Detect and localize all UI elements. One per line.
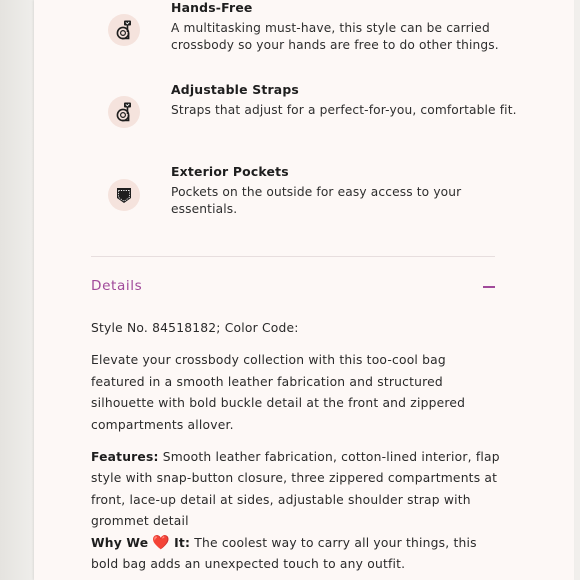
hands-free-bag-icon [108, 14, 140, 46]
feature-description: A multitasking must-have, this style can be carried crossbody so your hands are free to do other things. [171, 21, 499, 52]
features-text: Smooth leather fabrication, cotton-lined interior, flap style with snap-button closure, three zippered compartments at front, lace-up detail at sides, adjustable shoulder strap with grommet detail [91, 450, 500, 529]
why-label-end: It: [174, 535, 191, 550]
features-label: Features: [91, 450, 159, 465]
style-number: Style No. 84518182; Color Code: [91, 321, 299, 335]
adjustable-strap-bag-icon [108, 96, 140, 128]
feature-title: Exterior Pockets [171, 164, 289, 179]
heart-icon: ❤️ [152, 534, 171, 551]
scrollbar-track[interactable] [573, 0, 580, 580]
left-gutter [0, 0, 34, 580]
exterior-pocket-icon [108, 179, 140, 211]
product-description: Elevate your crossbody collection with this too-cool bag featured in a smooth leather fabrication and structured silhouette with bold buckle detail at the front and zippered compartments allover. [91, 353, 466, 432]
features-paragraph [91, 447, 501, 533]
feature-title: Hands-Free [171, 0, 253, 15]
details-accordion-toggle[interactable] [91, 276, 495, 298]
feature-title: Adjustable Straps [171, 82, 299, 97]
section-divider [91, 256, 495, 257]
why-text: The coolest way to carry all your things, this bold bag adds an unexpected touch to any outfit. [91, 535, 477, 572]
product-info-panel [34, 0, 574, 580]
why-label-start: Why We [91, 535, 149, 550]
why-we-love-it-paragraph [91, 533, 501, 576]
feature-description: Pockets on the outside for easy access to your essentials. [171, 185, 462, 216]
details-content [91, 318, 501, 575]
feature-description: Straps that adjust for a perfect-for-you, comfortable fit. [171, 103, 517, 117]
collapse-minus-icon[interactable] [483, 286, 495, 288]
details-title: Details [91, 278, 143, 294]
